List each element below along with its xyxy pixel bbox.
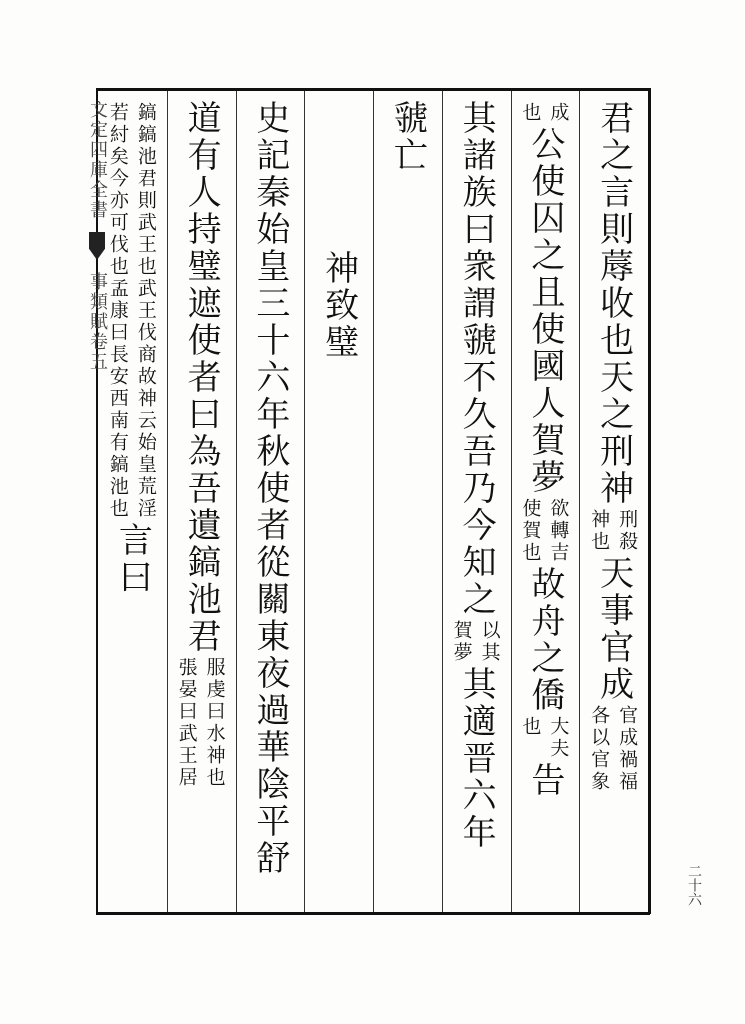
column-rule	[304, 91, 305, 912]
annotation-note	[174, 657, 229, 789]
main-text: 神致璧	[318, 250, 359, 361]
spine-section: 卷五	[87, 332, 108, 372]
main-text: 君之言則蓐收也天之刑神	[593, 100, 634, 507]
text-column	[247, 100, 293, 908]
main-text: 其諸族曰衆謂虢不久吾乃今知之	[456, 100, 497, 618]
annotation-line: 服虔曰水神也	[203, 657, 226, 789]
annotation-line: 大夫	[547, 716, 570, 760]
main-text: 虢亡	[387, 100, 428, 174]
column-rule	[579, 91, 580, 912]
annotation-line: 以其	[478, 620, 501, 664]
text-column	[106, 100, 157, 908]
annotation-line: 刑殺	[616, 509, 639, 553]
annotation-line: 各以官象	[588, 705, 611, 793]
annotation-line: 鎬鎬池君則武王也武王伐商故神云始皇荒淫	[134, 102, 157, 520]
annotation-note	[449, 620, 504, 664]
annotation-line: 賀夢	[450, 620, 473, 664]
annotation-line: 欲轉吉	[547, 498, 570, 564]
main-text: 史記秦始皇三十六年秋使者從關東夜過華陰平舒	[249, 100, 290, 877]
annotation-note	[586, 509, 641, 553]
text-column	[175, 100, 226, 908]
text-column	[519, 100, 570, 908]
text-column	[316, 100, 362, 908]
main-text: 其適晋六年	[456, 666, 497, 851]
main-text: 天事官成	[593, 555, 634, 703]
annotation-line: 成	[547, 102, 570, 124]
annotation-line: 若紂矣今亦可伐也孟康曰長安西南有鎬池也	[106, 102, 129, 520]
annotation-line: 張晏曰武王居	[175, 657, 198, 789]
column-rule	[511, 91, 512, 912]
main-text: 故舟之僑	[524, 566, 565, 714]
main-text: 道有人持璧遮使者曰為吾遺鎬池君	[181, 100, 222, 655]
frame-bottom-border	[96, 912, 650, 915]
text-column	[450, 100, 501, 908]
annotation-line: 也	[519, 716, 542, 738]
annotation-note	[105, 102, 160, 520]
annotation-line: 也	[519, 102, 542, 124]
annotation-note	[517, 102, 572, 124]
text-column	[588, 100, 639, 908]
main-text: 言曰	[112, 522, 153, 596]
column-rule	[442, 91, 443, 912]
annotation-note	[517, 716, 572, 760]
spine-title: 文定四庫全書	[87, 100, 108, 220]
frame-right-border	[648, 88, 651, 914]
main-text: 公使囚之且使國人賀夢	[524, 126, 565, 496]
annotation-line: 神也	[588, 509, 611, 553]
annotation-note	[586, 705, 641, 793]
page-number: 二十六	[686, 864, 702, 906]
annotation-note	[517, 498, 572, 564]
spine-subtitle: 事類賦	[87, 272, 108, 332]
column-rule	[236, 91, 237, 912]
annotation-line: 官成禍福	[616, 705, 639, 793]
column-rule	[167, 91, 168, 912]
main-text: 告	[524, 762, 565, 799]
text-column	[384, 100, 430, 908]
column-rule	[373, 91, 374, 912]
annotation-line: 使賀也	[519, 498, 542, 564]
fish-tail-mark-icon	[89, 232, 105, 260]
